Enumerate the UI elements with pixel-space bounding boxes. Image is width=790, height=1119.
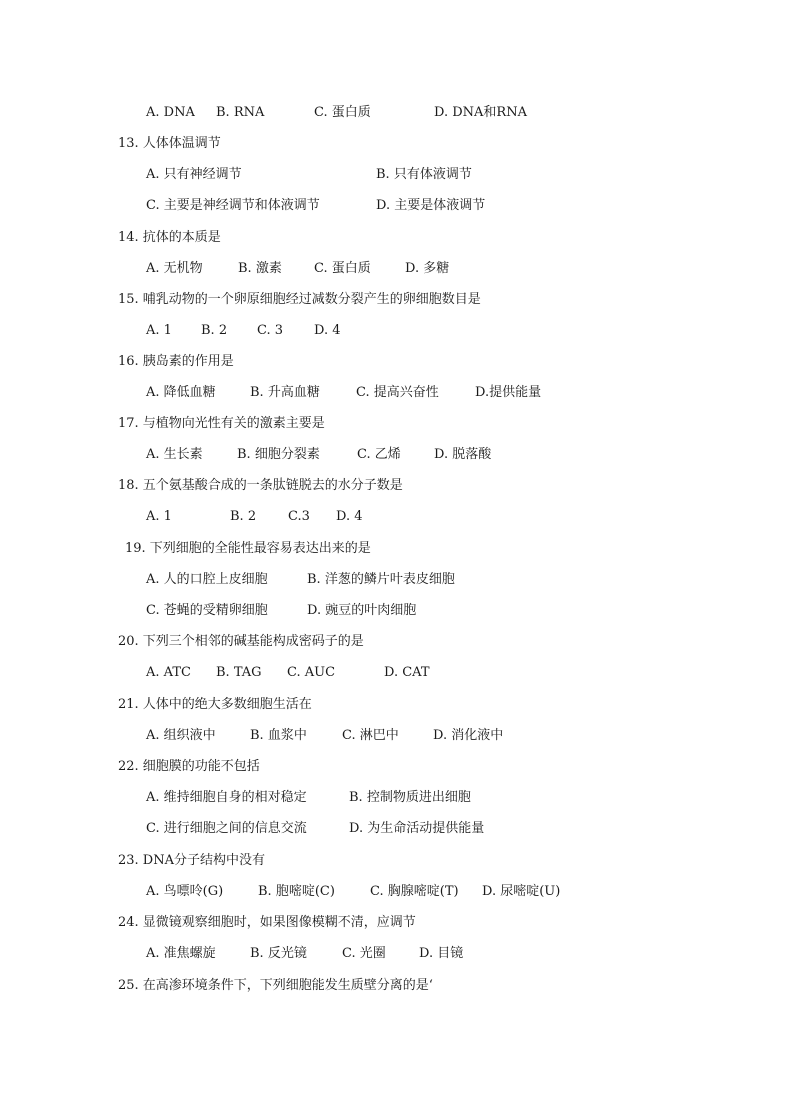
q16-option-d: D.提供能量	[475, 385, 542, 400]
q15-option-d: D. 4	[314, 323, 341, 338]
q18-option-a: A. 1	[146, 509, 172, 524]
q23-option-d: D. 尿嘧啶(U)	[482, 884, 561, 899]
q24-stem: 24. 显微镜观察细胞时，如果图像模糊不清，应调节	[118, 915, 416, 930]
q18-stem: 18. 五个氨基酸合成的一条肽链脱去的水分子数是	[118, 478, 403, 493]
q21-option-b: B. 血浆中	[250, 728, 307, 743]
q17-option-a: A. 生长素	[146, 447, 203, 462]
q24-option-a: A. 准焦螺旋	[146, 946, 216, 961]
q18-option-c: C.3	[288, 509, 310, 524]
q19-option-c: C. 苍蝇的受精卵细胞	[146, 603, 268, 618]
q16-option-c: C. 提高兴奋性	[356, 385, 439, 400]
q15-option-c: C. 3	[257, 323, 284, 338]
q12-option-d: D. DNA和RNA	[434, 105, 527, 120]
q13-stem: 13. 人体体温调节	[118, 136, 221, 151]
q13-option-b: B. 只有体液调节	[376, 167, 472, 182]
q24-option-c: C. 光圈	[342, 946, 386, 961]
q16-stem: 16. 胰岛素的作用是	[118, 354, 234, 369]
q17-option-b: B. 细胞分裂素	[237, 447, 320, 462]
q22-option-d: D. 为生命活动提供能量	[349, 821, 485, 836]
q23-option-a: A. 鸟嘌呤(G)	[146, 884, 224, 899]
q14-stem: 14. 抗体的本质是	[118, 230, 221, 245]
q16-option-b: B. 升高血糖	[250, 385, 320, 400]
q19-stem: 19. 下列细胞的全能性最容易表达出来的是	[125, 541, 371, 556]
q25-stem: 25. 在高渗环境条件下，下列细胞能发生质壁分离的是‘	[118, 978, 433, 993]
q13-option-d: D. 主要是体液调节	[376, 198, 486, 213]
q20-option-a: A. ATC	[146, 665, 191, 680]
q14-option-b: B. 激素	[238, 261, 282, 276]
q22-option-b: B. 控制物质进出细胞	[349, 790, 471, 805]
q22-stem: 22. 细胞膜的功能不包括	[118, 759, 260, 774]
q14-option-d: D. 多糖	[405, 261, 450, 276]
q22-option-c: C. 进行细胞之间的信息交流	[146, 821, 307, 836]
q13-option-c: C. 主要是神经调节和体液调节	[146, 198, 320, 213]
q18-option-d: D. 4	[336, 509, 363, 524]
q18-option-b: B. 2	[230, 509, 257, 524]
q19-option-b: B. 洋葱的鳞片叶表皮细胞	[307, 572, 455, 587]
q21-option-c: C. 淋巴中	[342, 728, 399, 743]
q16-option-a: A. 降低血糖	[146, 385, 216, 400]
q15-option-a: A. 1	[146, 323, 172, 338]
q20-option-b: B. TAG	[216, 665, 262, 680]
q24-option-d: D. 目镜	[419, 946, 464, 961]
q20-stem: 20. 下列三个相邻的碱基能构成密码子的是	[118, 634, 364, 649]
q12-option-b: B. RNA	[216, 105, 265, 120]
q19-option-a: A. 人的口腔上皮细胞	[146, 572, 268, 587]
q24-option-b: B. 反光镜	[250, 946, 307, 961]
q12-option-a: A. DNA	[146, 105, 195, 120]
q17-stem: 17. 与植物向光性有关的激素主要是	[118, 416, 325, 431]
q17-option-c: C. 乙烯	[357, 447, 401, 462]
q21-option-a: A. 组织液中	[146, 728, 216, 743]
q12-option-c: C. 蛋白质	[314, 105, 371, 120]
q14-option-a: A. 无机物	[146, 261, 203, 276]
q14-option-c: C. 蛋白质	[314, 261, 371, 276]
q13-option-a: A. 只有神经调节	[146, 167, 242, 182]
q23-stem: 23. DNA分子结构中没有	[118, 853, 265, 868]
q21-stem: 21. 人体中的绝大多数细胞生活在	[118, 697, 312, 712]
q19-option-d: D. 豌豆的叶肉细胞	[307, 603, 417, 618]
q15-option-b: B. 2	[201, 323, 228, 338]
q17-option-d: D. 脱落酸	[434, 447, 492, 462]
q20-option-c: C. AUC	[287, 665, 336, 680]
q21-option-d: D. 消化液中	[433, 728, 504, 743]
q22-option-a: A. 维持细胞自身的相对稳定	[146, 790, 307, 805]
q23-option-b: B. 胞嘧啶(C)	[258, 884, 335, 899]
q23-option-c: C. 胸腺嘧啶(T)	[370, 884, 459, 899]
q20-option-d: D. CAT	[384, 665, 430, 680]
q15-stem: 15. 哺乳动物的一个卵原细胞经过减数分裂产生的卵细胞数目是	[118, 292, 481, 307]
